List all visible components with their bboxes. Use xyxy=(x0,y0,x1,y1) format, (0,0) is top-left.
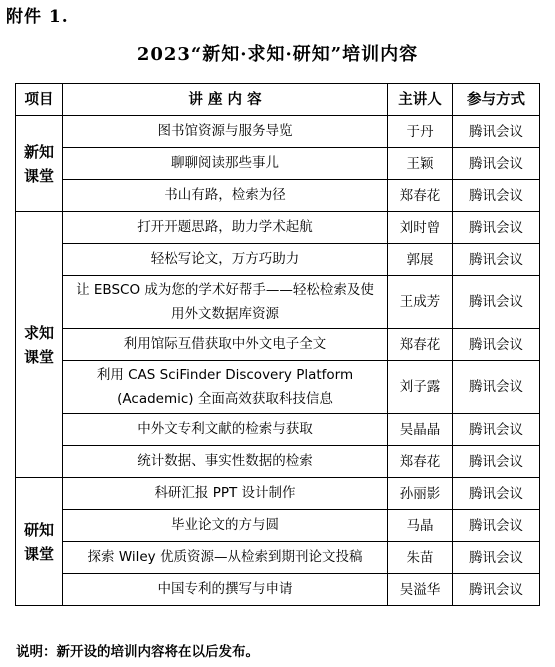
lecture-title xyxy=(63,329,388,361)
speaker-name: 吴晶晶 xyxy=(388,414,453,446)
speaker-name: 郑春花 xyxy=(388,446,453,478)
lecture-title xyxy=(63,148,388,180)
lecture-title xyxy=(63,361,388,414)
table-row xyxy=(16,276,540,329)
speaker-name: 郭展 xyxy=(388,244,453,276)
speaker-name: 王成芳 xyxy=(388,276,453,329)
group-name xyxy=(16,116,63,212)
lecture-title xyxy=(63,180,388,212)
lecture-title-line: 用外文数据库资源 xyxy=(171,306,279,322)
training-schedule-table xyxy=(15,83,540,606)
table-row xyxy=(16,510,540,542)
participation-format: 腾讯会议 xyxy=(453,446,540,478)
lecture-title-line: 统计数据、事实性数据的检索 xyxy=(137,453,313,469)
table-row xyxy=(16,244,540,276)
lecture-title xyxy=(63,574,388,606)
lecture-title xyxy=(63,276,388,329)
participation-format: 腾讯会议 xyxy=(453,244,540,276)
table-row xyxy=(16,446,540,478)
column-header-project: 项目 xyxy=(16,84,63,116)
participation-format: 腾讯会议 xyxy=(453,276,540,329)
participation-format: 腾讯会议 xyxy=(453,212,540,244)
table-row xyxy=(16,212,540,244)
speaker-name: 孙丽影 xyxy=(388,478,453,510)
participation-format: 腾讯会议 xyxy=(453,574,540,606)
speaker-name: 马晶 xyxy=(388,510,453,542)
lecture-title-line: 书山有路，检索为径 xyxy=(164,187,286,203)
speaker-name: 朱苗 xyxy=(388,542,453,574)
speaker-name: 刘子露 xyxy=(388,361,453,414)
participation-format: 腾讯会议 xyxy=(453,478,540,510)
table-header-row xyxy=(16,84,540,116)
speaker-name: 刘时曾 xyxy=(388,212,453,244)
lecture-title-line: 聊聊阅读那些事儿 xyxy=(171,155,279,171)
column-header-lecture: 讲 座 内 容 xyxy=(63,84,388,116)
group-name-text: 新知课堂 xyxy=(23,142,54,185)
group-name-text: 研知课堂 xyxy=(23,520,54,563)
group-name-text: 求知课堂 xyxy=(23,323,54,366)
lecture-title xyxy=(63,116,388,148)
column-header-format: 参与方式 xyxy=(453,84,540,116)
table-row xyxy=(16,329,540,361)
participation-format: 腾讯会议 xyxy=(453,542,540,574)
table-row xyxy=(16,148,540,180)
participation-format: 腾讯会议 xyxy=(453,116,540,148)
lecture-title-line: 利用馆际互借获取中外文电子全文 xyxy=(123,336,327,352)
lecture-title-line: 探索 Wiley 优质资源—从检索到期刊论文投稿 xyxy=(87,549,363,565)
group-name xyxy=(16,478,63,606)
table-row xyxy=(16,180,540,212)
document-title: 2023“新知·求知·研知”培训内容 xyxy=(136,44,419,65)
speaker-name: 王颖 xyxy=(388,148,453,180)
table-row xyxy=(16,542,540,574)
lecture-title xyxy=(63,510,388,542)
lecture-title-line: 毕业论文的方与圆 xyxy=(171,517,279,533)
lecture-title-line: 中外文专利文献的检索与获取 xyxy=(137,421,313,437)
table-row xyxy=(16,478,540,510)
participation-format: 腾讯会议 xyxy=(453,414,540,446)
table-row xyxy=(16,361,540,414)
participation-format: 腾讯会议 xyxy=(453,148,540,180)
lecture-title xyxy=(63,478,388,510)
lecture-title xyxy=(63,414,388,446)
speaker-name: 吴溢华 xyxy=(388,574,453,606)
table-row xyxy=(16,574,540,606)
group-name xyxy=(16,212,63,478)
participation-format: 腾讯会议 xyxy=(453,361,540,414)
speaker-name: 郑春花 xyxy=(388,180,453,212)
speaker-name: 于丹 xyxy=(388,116,453,148)
table-row xyxy=(16,116,540,148)
participation-format: 腾讯会议 xyxy=(453,180,540,212)
lecture-title xyxy=(63,212,388,244)
lecture-title xyxy=(63,446,388,478)
table-row xyxy=(16,414,540,446)
participation-format: 腾讯会议 xyxy=(453,510,540,542)
lecture-title xyxy=(63,542,388,574)
lecture-title-line: 科研汇报 PPT 设计制作 xyxy=(154,485,296,501)
lecture-title-line: 打开开题思路，助力学术起航 xyxy=(137,219,313,235)
lecture-title-line: 图书馆资源与服务导览 xyxy=(157,123,293,139)
lecture-title-line: 中国专利的撰写与申请 xyxy=(157,581,293,597)
lecture-title-line: 利用 CAS SciFinder Discovery Platform xyxy=(96,367,354,383)
lecture-title-line: 让 EBSCO 成为您的学术好帮手——轻松检索及使 xyxy=(76,282,374,298)
footnote: 说明：新开设的培训内容将在以后发布。 xyxy=(16,644,259,660)
column-header-speaker: 主讲人 xyxy=(388,84,453,116)
lecture-title-line: (Academic) 全面高效获取科技信息 xyxy=(117,391,333,407)
speaker-name: 郑春花 xyxy=(388,329,453,361)
lecture-title-line: 轻松写论文，万方巧助力 xyxy=(150,251,300,267)
participation-format: 腾讯会议 xyxy=(453,329,540,361)
lecture-title xyxy=(63,244,388,276)
attachment-label: 附件 1. xyxy=(6,7,69,27)
